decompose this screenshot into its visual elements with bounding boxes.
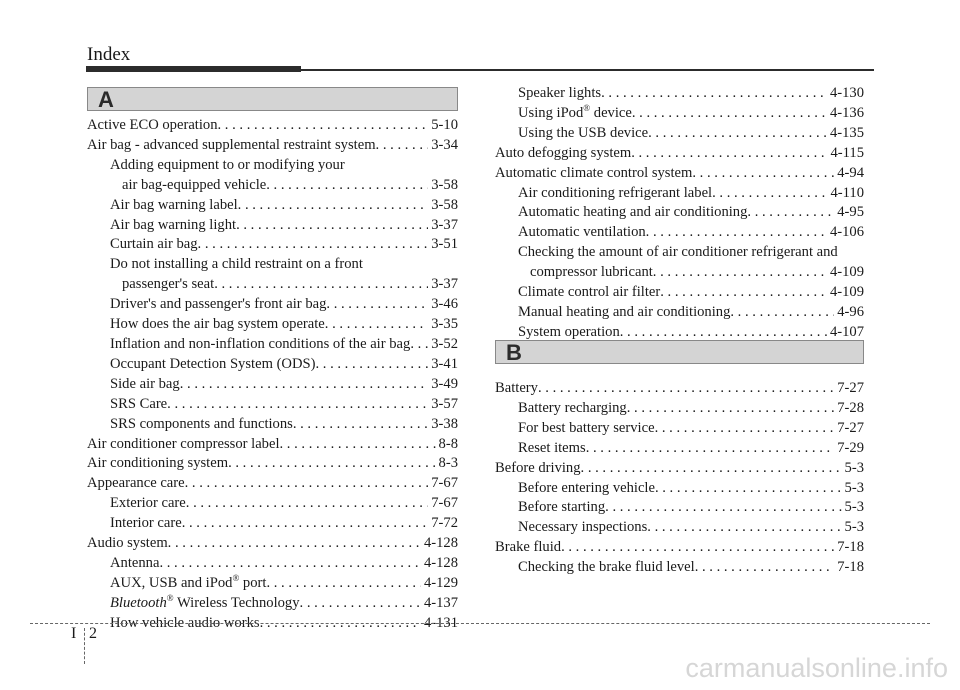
index-entry[interactable]: SRS Care . . . 3-57 xyxy=(87,395,458,415)
right-index-column-a xyxy=(495,84,864,343)
index-entry[interactable]: Necessary inspections . . . 5-3 xyxy=(495,518,864,538)
index-entry: Adding equipment to or modifying your xyxy=(110,156,345,173)
index-entry[interactable]: Air conditioner compressor label . . . 8-8 xyxy=(87,435,458,455)
index-entry[interactable]: Exterior care . . . 7-67 xyxy=(87,494,458,514)
index-entry[interactable]: Antenna . . . 4-128 xyxy=(87,554,458,574)
section-letter-a: A xyxy=(98,87,114,112)
index-entry[interactable]: Interior care . . . 7-72 xyxy=(87,514,458,534)
index-entry[interactable]: Air conditioning refrigerant label . . . 4-110 xyxy=(495,184,864,204)
index-entry[interactable]: Air conditioning system . . . 8-3 xyxy=(87,454,458,474)
index-entry[interactable]: Automatic climate control system . . . 4-94 xyxy=(495,164,864,184)
index-entry[interactable]: Using the USB device . . . 4-135 xyxy=(495,124,864,144)
index-entry[interactable]: Appearance care . . . 7-67 xyxy=(87,474,458,494)
index-entry: Do not installing a child restraint on a front xyxy=(110,256,363,273)
index-entry[interactable]: How vehicle audio works . . . 4-131 xyxy=(87,614,458,634)
index-entry[interactable]: Auto defogging system . . . 4-115 xyxy=(495,144,864,164)
page-title: Index xyxy=(87,44,131,65)
footer-page-number: 2 xyxy=(89,625,97,642)
watermark: carmanualsonline.info xyxy=(685,653,948,683)
index-entry[interactable]: How does the air bag system operate . . . 3-35 xyxy=(87,315,458,335)
index-entry[interactable]: Reset items . . . 7-29 xyxy=(495,439,864,459)
section-header-a xyxy=(87,87,458,111)
index-entry[interactable]: Air bag warning label . . . 3-58 xyxy=(87,196,458,216)
index-entry[interactable]: Automatic ventilation . . . 4-106 xyxy=(495,223,864,243)
section-letter-b: B xyxy=(506,340,522,365)
index-entry[interactable]: Checking the brake fluid level . . . 7-18 xyxy=(495,558,864,578)
index-entry[interactable]: Active ECO operation . . . 5-10 xyxy=(87,116,458,136)
index-entry[interactable]: Air bag - advanced supplemental restraint system . . . 3-34 xyxy=(87,136,458,156)
index-entry[interactable]: Automatic heating and air conditioning . . . 4-95 xyxy=(495,203,864,223)
index-entry[interactable]: Air bag warning light . . . 3-37 xyxy=(87,216,458,236)
index-entry[interactable]: Side air bag . . . 3-49 xyxy=(87,375,458,395)
header-rule-thin xyxy=(301,69,874,71)
index-entry[interactable]: Speaker lights . . . 4-130 xyxy=(495,84,864,104)
footer-vertical-divider xyxy=(84,628,85,664)
index-entry[interactable]: air bag-equipped vehicle . . . 3-58 xyxy=(87,176,458,196)
index-entry[interactable]: passenger's seat . . . 3-37 xyxy=(87,275,458,295)
index-entry: Checking the amount of air conditioner refrigerant and xyxy=(518,244,838,261)
index-entry[interactable]: compressor lubricant . . . 4-109 xyxy=(495,263,864,283)
index-entry[interactable]: Battery recharging . . . 7-28 xyxy=(495,399,864,419)
header-rule-thick xyxy=(86,66,301,72)
index-entry[interactable]: For best battery service . . . 7-27 xyxy=(495,419,864,439)
index-entry[interactable]: Driver's and passenger's front air bag . . . 3-46 xyxy=(87,295,458,315)
index-entry[interactable]: Using iPod® device . . . 4-136 xyxy=(495,104,864,124)
index-entry[interactable]: Audio system . . . 4-128 xyxy=(87,534,458,554)
right-index-column-b xyxy=(495,379,864,578)
index-entry[interactable]: AUX, USB and iPod® port . . . 4-129 xyxy=(87,574,458,594)
index-entry[interactable]: System operation . . . 4-107 xyxy=(495,323,864,343)
footer-divider xyxy=(30,623,930,624)
index-entry[interactable]: Battery . . . 7-27 xyxy=(495,379,864,399)
index-entry[interactable]: SRS components and functions . . . 3-38 xyxy=(87,415,458,435)
index-entry[interactable]: Bluetooth® Wireless Technology . . . 4-137 xyxy=(87,594,458,614)
left-index-column xyxy=(87,116,458,634)
footer-section-label: I xyxy=(71,625,77,642)
index-entry[interactable]: Brake fluid . . . 7-18 xyxy=(495,538,864,558)
index-entry[interactable]: Before starting . . . 5-3 xyxy=(495,498,864,518)
index-entry[interactable]: Inflation and non-inflation conditions of the air bag . . . 3-52 xyxy=(87,335,458,355)
index-entry[interactable]: Before driving . . . 5-3 xyxy=(495,459,864,479)
index-entry[interactable]: Before entering vehicle . . . 5-3 xyxy=(495,479,864,499)
index-entry[interactable]: Climate control air filter . . . 4-109 xyxy=(495,283,864,303)
index-entry[interactable]: Occupant Detection System (ODS) . . . 3-41 xyxy=(87,355,458,375)
section-header-b xyxy=(495,340,864,364)
index-entry[interactable]: Curtain air bag . . . 3-51 xyxy=(87,235,458,255)
index-entry[interactable]: Manual heating and air conditioning . . . 4-96 xyxy=(495,303,864,323)
